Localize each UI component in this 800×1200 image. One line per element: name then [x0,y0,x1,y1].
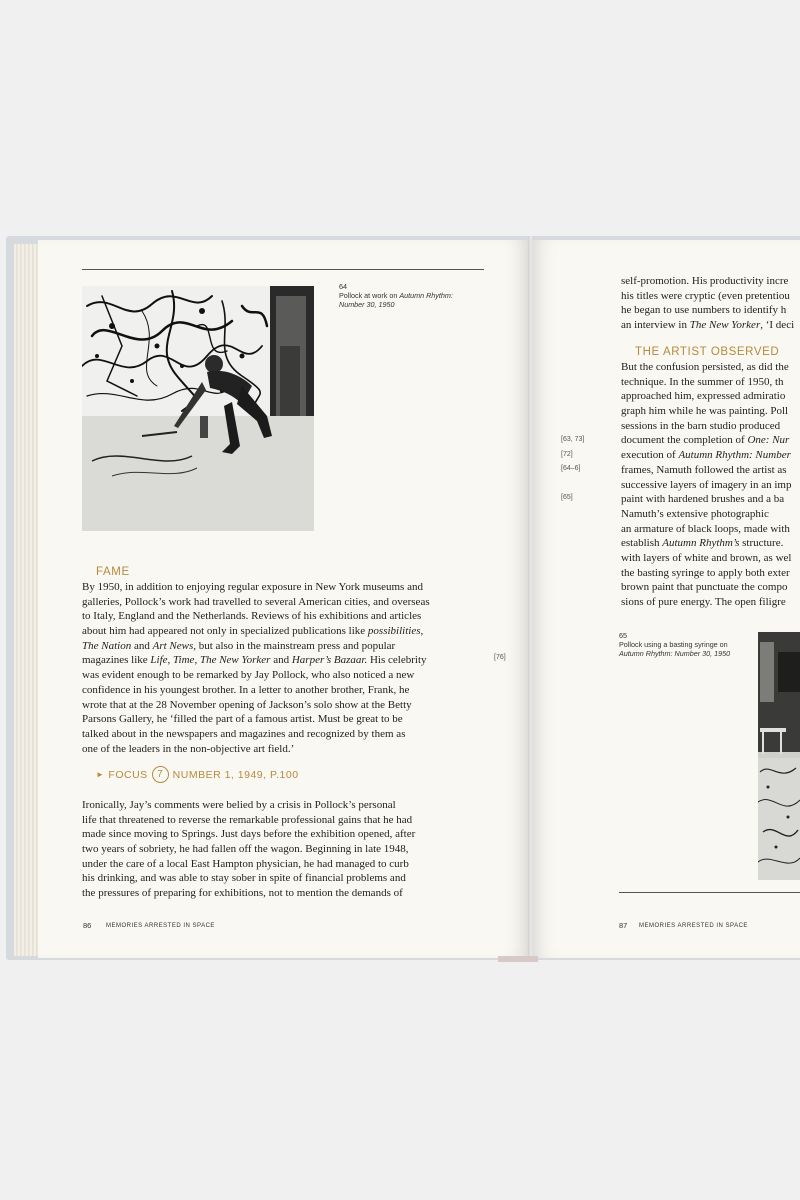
text-line [82,698,430,713]
right-top-paragraph [621,274,794,333]
text-run: , ‘I deci [760,319,795,332]
page-number-left: 86 [83,921,92,930]
text-run: he began to use numbers to identify h [621,304,787,317]
text-run: His celebrity [367,654,427,667]
text-line [82,727,430,742]
text-line [82,886,415,901]
text-run: his drinking, and was able to stay sober in spite of financial problems and [82,872,406,885]
italic-title: Time [173,654,195,667]
text-line [621,522,791,537]
caption-artwork-title: Number 30, 1950 [339,300,395,309]
text-line [621,551,791,566]
text-run: But the confusion persisted, as did the [621,361,789,373]
caption-text: Pollock using a basting syringe on [619,640,728,649]
text-run: document the completion of [621,434,748,447]
text-line [82,624,430,639]
fame-paragraph [82,580,430,756]
text-run: paint with hardened brushes and a ba [621,493,785,506]
text-run: , but also in the mainstream press and popular [193,639,396,652]
text-run: self-promotion. His productivity incre [621,275,789,287]
text-run: confidence in his youngest brother. In a letter to another brother, Frank, he [82,683,410,696]
text-run: By 1950, in addition to enjoying regular exposure in New York museums and [82,581,423,593]
text-run: , [194,654,200,667]
text-run: was evident enough to be remarked by Jay Pollock, who also noticed a new [82,669,415,682]
top-rule [82,269,484,270]
caption-artwork-title: Autumn Rhythm: Number 30, 1950 [619,649,731,658]
text-line [621,360,791,375]
text-run: sions of pure energy. The open filigre [621,596,786,608]
text-line [621,566,791,581]
right-page [532,240,800,958]
text-line [621,375,791,390]
text-run: with layers of white and brown, as wel [621,551,792,564]
text-run: one of the leaders in the non-objective art field.’ [82,742,295,755]
figure-number: 64 [339,282,347,291]
margin-reference: [76] [494,654,506,661]
focus-number-badge: 7 [152,766,169,783]
bottom-rule [619,892,800,893]
text-run: approached him, expressed admiratio [621,390,786,403]
figure-65-caption [619,631,730,658]
margin-reference: [63, 73] [561,436,585,443]
text-run: , [167,654,174,667]
text-line [82,813,415,828]
italic-title: One: Nur [747,434,790,447]
text-line [621,433,791,448]
text-run: and [270,654,292,667]
text-run: the basting syringe to apply both exter [621,566,790,579]
caption-text: Pollock at work on [339,291,400,300]
text-run: Namuth’s extensive photographic [621,507,769,520]
text-line [621,419,791,434]
text-line [82,842,415,857]
text-line [82,712,430,727]
pollock-syringe-photo [758,632,800,880]
text-run: his titles were cryptic (even pretentiou [621,289,790,302]
spine-band [498,956,538,962]
text-run: brown paint that punctuate the compo [621,581,788,594]
text-line [621,389,791,404]
text-run: about him had appeared not only in specialized publications like [82,625,368,638]
figure-64-caption [339,282,453,309]
text-line [82,639,430,654]
italic-title: The Nation [82,639,132,652]
section-heading-fame: FAME [96,566,130,578]
text-line [82,653,430,668]
text-line [621,289,794,304]
margin-reference: [64–6] [561,465,581,472]
text-line [82,609,430,624]
margin-reference: [72] [561,451,573,458]
text-line [82,668,430,683]
text-line [621,507,791,522]
text-line [621,303,794,318]
arrow-icon: ► [96,770,105,779]
text-line [621,580,791,595]
caption-artwork-title: Autumn Rhythm: [399,291,453,300]
page-number-right: 87 [619,921,628,930]
text-run: Parsons Gallery, he ‘filled the part of a famous artist. Must be great to be [82,713,403,726]
text-run: to Italy, England and the Netherlands. Reviews of his exhibitions and articles [82,610,422,623]
text-line [621,448,791,463]
text-run: talked about in the newspapers and magazines and recognized by them as [82,727,406,740]
text-run: establish [621,537,663,550]
text-run: structure. [739,537,784,550]
text-line [82,857,415,872]
text-line [621,463,791,478]
italic-title: Art News [152,639,194,652]
text-run: wrote that at the 28 November opening of Jackson’s solo show at the Betty [82,698,412,711]
text-line [82,580,430,595]
text-line [621,595,791,610]
text-line [82,683,430,698]
text-run: Ironically, Jay’s comments were belied by a crisis in Pollock’s personal [82,799,396,811]
text-line [621,318,794,333]
text-line [82,798,415,813]
section-heading-artist-observed: THE ARTIST OBSERVED [635,346,780,358]
focus-label: FOCUS [108,768,148,781]
text-run: technique. In the summer of 1950, th [621,375,784,388]
text-run: , [420,625,424,638]
text-run: and [131,639,153,652]
italic-title: Harper’s Bazaar. [291,654,368,667]
text-run: life that threatened to reverse the remarkable professional gains that he had [82,813,413,826]
text-line [82,871,415,886]
italic-title: The New Yorker [689,319,761,332]
text-run: an interview in [621,319,690,332]
italic-title: Autumn Rhythm’s [662,537,740,550]
text-run: galleries, Pollock’s work had travelled to several American cities, and overseas [82,595,430,608]
text-run: sessions in the barn studio produced [621,419,781,432]
running-head-left: MEMORIES ARRESTED IN SPACE [106,923,215,929]
italic-title: possibilities [367,625,421,638]
text-line [82,742,430,757]
text-run: two years of sobriety, he had fallen off the wagon. Beginning in late 1948, [82,843,409,856]
artist-observed-paragraph [621,360,791,610]
italic-title: The New Yorker [199,654,271,667]
text-line [621,404,791,419]
pollock-working-photo [82,286,314,531]
focus-title: NUMBER 1, 1949, P.100 [172,768,299,781]
left-page [38,240,530,958]
text-run: made since moving to Springs. Just days before the exhibition opened, after [82,828,416,841]
italic-title: Autumn Rhythm: Number [678,449,791,462]
text-run: frames, Namuth followed the artist as [621,463,787,476]
text-run: the pressures of preparing for exhibitions, not to mention the demands of [82,887,403,900]
text-line [621,492,791,507]
figure-number: 65 [619,631,627,640]
text-run: under the care of a local East Hampton physician, he had managed to curb [82,857,409,870]
focus-cross-reference[interactable] [96,766,299,783]
text-run: magazines like [82,654,151,667]
text-line [82,827,415,842]
text-run: an armature of black loops, made with [621,522,790,535]
text-line [621,274,794,289]
text-run: execution of [621,449,679,462]
text-line [621,536,791,551]
italic-title: Life [150,654,168,667]
text-run: successive layers of imagery in an imp [621,478,792,491]
text-run: graph him while he was painting. Poll [621,405,789,418]
margin-reference: [65] [561,494,573,501]
ironically-paragraph [82,798,415,901]
running-head-right: MEMORIES ARRESTED IN SPACE [639,923,748,929]
text-line [82,595,430,610]
text-line [621,478,791,493]
